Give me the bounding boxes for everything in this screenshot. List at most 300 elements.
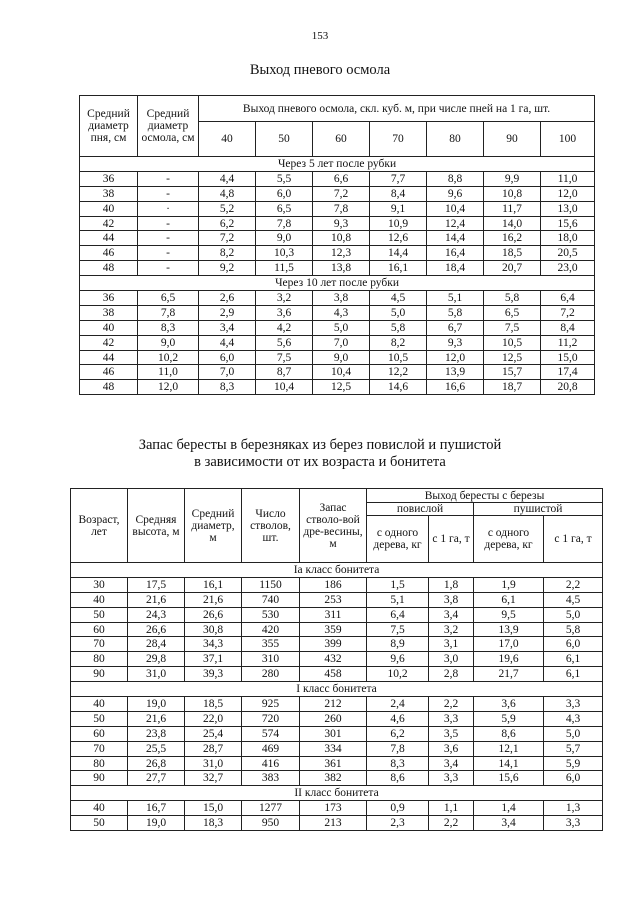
section-row	[71, 682, 603, 697]
header-stump-count: 80	[427, 122, 484, 157]
table-row	[80, 305, 595, 320]
table-cell: 311	[300, 607, 367, 622]
table-cell: 17,4	[541, 365, 595, 380]
table-cell: 16,6	[427, 380, 484, 395]
table-row	[71, 816, 603, 831]
header-pendula: повислой	[367, 503, 474, 516]
table-cell: 2,6	[199, 291, 256, 306]
table-cell: 9,0	[313, 350, 370, 365]
table-cell: 4,5	[370, 291, 427, 306]
table-cell: 70	[71, 741, 128, 756]
table-cell: 6,2	[367, 726, 429, 741]
table-cell: 6,0	[256, 186, 313, 201]
table-cell: 14,4	[370, 246, 427, 261]
table-cell: 5,8	[484, 291, 541, 306]
table-cell: 10,3	[256, 246, 313, 261]
resin-output-table	[79, 95, 595, 395]
section-row	[71, 563, 603, 578]
table-cell: 4,5	[544, 592, 603, 607]
table-cell: 3,4	[429, 607, 474, 622]
header-resin-diameter: Средний диаметр осмола, см	[138, 96, 199, 157]
table-cell: 10,8	[484, 186, 541, 201]
table-cell: 9,0	[138, 335, 199, 350]
table-cell: 60	[71, 622, 128, 637]
table-cell: 14,0	[484, 216, 541, 231]
table-cell: 21,6	[128, 711, 185, 726]
table-cell: 7,0	[199, 365, 256, 380]
table-cell: 6,5	[138, 291, 199, 306]
table-cell: 16,4	[427, 246, 484, 261]
table-cell: 42	[80, 335, 138, 350]
table-row	[80, 291, 595, 306]
table-cell: 27,7	[128, 771, 185, 786]
table-cell: 38	[80, 305, 138, 320]
table-cell: 70	[71, 637, 128, 652]
table-cell: 3,6	[429, 741, 474, 756]
table-cell: 15,0	[185, 801, 242, 816]
table-cell: 7,8	[138, 305, 199, 320]
table-cell: 7,5	[367, 622, 429, 637]
table-row	[80, 201, 595, 216]
table-cell: 50	[71, 711, 128, 726]
table-cell: 21,6	[185, 592, 242, 607]
table-cell: 12,2	[370, 365, 427, 380]
table-cell: 359	[300, 622, 367, 637]
table-cell: 12,6	[370, 231, 427, 246]
table-cell: 2,9	[199, 305, 256, 320]
table-cell: 7,8	[256, 216, 313, 231]
table-cell: 11,0	[138, 365, 199, 380]
table-cell: 9,5	[474, 607, 544, 622]
table-cell: 8,6	[474, 726, 544, 741]
table-cell: 10,2	[367, 667, 429, 682]
table-cell: 10,9	[370, 216, 427, 231]
table-cell: 3,4	[199, 320, 256, 335]
table-cell: -	[138, 246, 199, 261]
table-row	[71, 697, 603, 712]
table-cell: 3,3	[429, 711, 474, 726]
table-cell: 3,6	[474, 697, 544, 712]
table-row	[71, 771, 603, 786]
table-cell: 6,0	[544, 637, 603, 652]
table-cell: 10,4	[313, 365, 370, 380]
table-cell: 260	[300, 711, 367, 726]
table-cell: 11,5	[256, 261, 313, 276]
table-cell: 212	[300, 697, 367, 712]
table-row	[71, 577, 603, 592]
table-cell: 14,1	[474, 756, 544, 771]
table-row	[71, 592, 603, 607]
table-cell: 4,8	[199, 186, 256, 201]
table-cell: 925	[242, 697, 300, 712]
table-cell: 3,6	[256, 305, 313, 320]
table-row	[71, 801, 603, 816]
table-cell: 14,6	[370, 380, 427, 395]
table-cell: 80	[71, 652, 128, 667]
table-cell: 1,9	[474, 577, 544, 592]
table-cell: 21,7	[474, 667, 544, 682]
table-row	[71, 637, 603, 652]
table-cell: 25,5	[128, 741, 185, 756]
table-cell: 8,6	[367, 771, 429, 786]
table-row	[71, 607, 603, 622]
table-cell: 15,6	[541, 216, 595, 231]
table-cell: 3,2	[429, 622, 474, 637]
table-cell: 9,9	[484, 171, 541, 186]
table-cell: 42	[80, 216, 138, 231]
table-row	[71, 667, 603, 682]
table-cell: 8,2	[199, 246, 256, 261]
table-cell: 16,1	[370, 261, 427, 276]
table-cell: 6,5	[484, 305, 541, 320]
table2-title-line2: в зависимости от их возраста и бонитета	[194, 454, 446, 470]
table-cell: 5,5	[256, 171, 313, 186]
table-cell: 20,5	[541, 246, 595, 261]
table-cell: 40	[71, 592, 128, 607]
table-cell: 8,3	[367, 756, 429, 771]
table-cell: 1150	[242, 577, 300, 592]
table-cell: 4,3	[544, 711, 603, 726]
table-cell: 10,5	[370, 350, 427, 365]
table-row	[80, 171, 595, 186]
table-cell: 8,8	[427, 171, 484, 186]
table-cell: 280	[242, 667, 300, 682]
section-label: I класс бонитета	[71, 682, 603, 697]
table-row	[71, 741, 603, 756]
header-height: Средняя высота, м	[128, 489, 185, 563]
table-cell: 8,4	[541, 320, 595, 335]
table-cell: 310	[242, 652, 300, 667]
table-cell: 31,0	[185, 756, 242, 771]
table-cell: 6,0	[544, 771, 603, 786]
table-cell: 5,0	[370, 305, 427, 320]
table-cell: 173	[300, 801, 367, 816]
table-cell: 9,2	[199, 261, 256, 276]
table-cell: 18,4	[427, 261, 484, 276]
header-pubescens: пушистой	[474, 503, 603, 516]
table-cell: 32,7	[185, 771, 242, 786]
table-cell: 3,3	[544, 697, 603, 712]
table-cell: 17,0	[474, 637, 544, 652]
header-stock: Запас стволо-вой дре-весины, м	[300, 489, 367, 563]
table-row	[80, 335, 595, 350]
table-cell: 3,3	[429, 771, 474, 786]
table-cell: 19,6	[474, 652, 544, 667]
table-cell: 0,9	[367, 801, 429, 816]
table-cell: 40	[71, 801, 128, 816]
table-cell: 361	[300, 756, 367, 771]
table-cell: 13,9	[474, 622, 544, 637]
table-cell: 10,5	[484, 335, 541, 350]
table-cell: 5,8	[427, 305, 484, 320]
table-cell: 2,4	[367, 697, 429, 712]
table-cell: 30,8	[185, 622, 242, 637]
header-bark-output: Выход бересты с березы	[367, 489, 603, 503]
table-cell: 19,0	[128, 697, 185, 712]
table-cell: 416	[242, 756, 300, 771]
table-cell: 6,4	[367, 607, 429, 622]
section-label: II класс бонитета	[71, 786, 603, 801]
table-cell: 7,0	[313, 335, 370, 350]
table-cell: 5,9	[544, 756, 603, 771]
table-cell: 12,0	[541, 186, 595, 201]
table-cell: 574	[242, 726, 300, 741]
table-cell: 18,7	[484, 380, 541, 395]
table-cell: 6,4	[541, 291, 595, 306]
table-cell: 6,6	[313, 171, 370, 186]
table-cell: 2,2	[429, 816, 474, 831]
section-label: Через 5 лет после рубки	[80, 157, 595, 172]
section-row	[80, 276, 595, 291]
table-cell: 90	[71, 771, 128, 786]
table-cell: 10,4	[427, 201, 484, 216]
table-cell: 22,0	[185, 711, 242, 726]
table-cell: 7,2	[313, 186, 370, 201]
table-cell: 7,8	[367, 741, 429, 756]
table-cell: -	[138, 261, 199, 276]
table-cell: 2,2	[429, 697, 474, 712]
header-stump-count: 90	[484, 122, 541, 157]
table-cell: 4,2	[256, 320, 313, 335]
table-cell: 5,7	[544, 741, 603, 756]
table-cell: 18,3	[185, 816, 242, 831]
table-cell: 21,6	[128, 592, 185, 607]
page-number: 153	[311, 30, 329, 42]
table-cell: 7,2	[541, 305, 595, 320]
table-cell: 37,1	[185, 652, 242, 667]
section-label: Через 10 лет после рубки	[80, 276, 595, 291]
table-cell: 48	[80, 261, 138, 276]
table-cell: 1,1	[429, 801, 474, 816]
table-row	[80, 231, 595, 246]
table-cell: 432	[300, 652, 367, 667]
table-cell: 5,6	[256, 335, 313, 350]
table-cell: 38	[80, 186, 138, 201]
header-resin-output: Выход пневого осмола, скл. куб. м, при числе пней на 1 га, шт.	[199, 96, 595, 122]
table-cell: 28,7	[185, 741, 242, 756]
table-cell: 5,2	[199, 201, 256, 216]
table-cell: 12,5	[484, 350, 541, 365]
table-cell: 18,5	[185, 697, 242, 712]
table-cell: 5,8	[544, 622, 603, 637]
header-stump-count: 70	[370, 122, 427, 157]
table-cell: 3,8	[429, 592, 474, 607]
table-row	[80, 365, 595, 380]
table-cell: 29,8	[128, 652, 185, 667]
table-cell: 40	[80, 320, 138, 335]
table-cell: 34,3	[185, 637, 242, 652]
table-cell: 23,0	[541, 261, 595, 276]
table-row	[80, 320, 595, 335]
table-cell: -	[138, 186, 199, 201]
section-row	[71, 786, 603, 801]
table-cell: 30	[71, 577, 128, 592]
table-cell: 1277	[242, 801, 300, 816]
table-cell: 5,0	[313, 320, 370, 335]
table-cell: 5,1	[427, 291, 484, 306]
table-cell: 46	[80, 246, 138, 261]
table-cell: 10,8	[313, 231, 370, 246]
table-row	[80, 380, 595, 395]
table-cell: -	[138, 171, 199, 186]
table-cell: 15,6	[474, 771, 544, 786]
table-cell: ·	[138, 201, 199, 216]
table-cell: 44	[80, 350, 138, 365]
table-row	[80, 216, 595, 231]
table-row	[71, 726, 603, 741]
table-cell: 20,7	[484, 261, 541, 276]
table-row	[71, 711, 603, 726]
header-per-ha: с 1 га, т	[544, 516, 603, 563]
table-cell: 6,2	[199, 216, 256, 231]
table-cell: 3,4	[474, 816, 544, 831]
table-cell: 9,3	[313, 216, 370, 231]
table1-title: Выход пневого осмола	[249, 62, 391, 78]
table-cell: 382	[300, 771, 367, 786]
header-age: Возраст, лет	[71, 489, 128, 563]
section-row	[80, 157, 595, 172]
table-cell: 253	[300, 592, 367, 607]
table-cell: 2,8	[429, 667, 474, 682]
table-cell: 12,0	[427, 350, 484, 365]
table-cell: -	[138, 216, 199, 231]
table-row	[71, 622, 603, 637]
table-row	[71, 756, 603, 771]
table-cell: 5,9	[474, 711, 544, 726]
table-cell: 9,6	[367, 652, 429, 667]
table-row	[71, 652, 603, 667]
header-per-ha: с 1 га, т	[429, 516, 474, 563]
table-cell: 8,7	[256, 365, 313, 380]
table-cell: 10,4	[256, 380, 313, 395]
table-cell: 18,0	[541, 231, 595, 246]
table-cell: 3,5	[429, 726, 474, 741]
table-cell: 334	[300, 741, 367, 756]
table-cell: 12,0	[138, 380, 199, 395]
table-cell: 420	[242, 622, 300, 637]
table-row	[80, 246, 595, 261]
table-cell: 383	[242, 771, 300, 786]
header-stump-diameter: Средний диаметр пня, см	[80, 96, 138, 157]
table-cell: 6,1	[474, 592, 544, 607]
table2-title-line1: Запас бересты в березняках из берез повислой и пушистой	[138, 437, 502, 453]
table-cell: 6,1	[544, 667, 603, 682]
table-cell: 36	[80, 291, 138, 306]
table-cell: 7,7	[370, 171, 427, 186]
table-cell: 2,3	[367, 816, 429, 831]
table-cell: 26,8	[128, 756, 185, 771]
table-cell: 24,3	[128, 607, 185, 622]
header-stump-count: 50	[256, 122, 313, 157]
table-row	[80, 350, 595, 365]
table-cell: 39,3	[185, 667, 242, 682]
table-cell: 11,7	[484, 201, 541, 216]
table-cell: 5,0	[544, 607, 603, 622]
table-cell: 6,7	[427, 320, 484, 335]
table-cell: 7,5	[256, 350, 313, 365]
header-per-tree: с одного дерева, кг	[474, 516, 544, 563]
table-cell: 50	[71, 607, 128, 622]
table-cell: 6,1	[544, 652, 603, 667]
table-cell: 44	[80, 231, 138, 246]
table-cell: 2,2	[544, 577, 603, 592]
table-cell: -	[138, 231, 199, 246]
table-cell: 3,8	[313, 291, 370, 306]
table-cell: 8,9	[367, 637, 429, 652]
table-cell: 11,2	[541, 335, 595, 350]
table-cell: 80	[71, 756, 128, 771]
table-cell: 7,2	[199, 231, 256, 246]
table-cell: 355	[242, 637, 300, 652]
section-label: Iа класс бонитета	[71, 563, 603, 578]
table-cell: 26,6	[185, 607, 242, 622]
table-cell: 458	[300, 667, 367, 682]
table-cell: 50	[71, 816, 128, 831]
table-cell: 3,2	[256, 291, 313, 306]
table-cell: 3,3	[544, 816, 603, 831]
table-row	[80, 261, 595, 276]
table-cell: 399	[300, 637, 367, 652]
table-cell: 12,1	[474, 741, 544, 756]
table-cell: 301	[300, 726, 367, 741]
table-cell: 5,0	[544, 726, 603, 741]
table-cell: 3,4	[429, 756, 474, 771]
table-row	[80, 186, 595, 201]
table-cell: 13,0	[541, 201, 595, 216]
table-cell: 40	[80, 201, 138, 216]
table-cell: 213	[300, 816, 367, 831]
table-cell: 950	[242, 816, 300, 831]
header-stems: Число стволов, шт.	[242, 489, 300, 563]
table-cell: 28,4	[128, 637, 185, 652]
table-cell: 7,5	[484, 320, 541, 335]
table-cell: 12,4	[427, 216, 484, 231]
table-cell: 8,2	[370, 335, 427, 350]
table-cell: 5,8	[370, 320, 427, 335]
table-cell: 46	[80, 365, 138, 380]
header-per-tree: с одного дерева, кг	[367, 516, 429, 563]
table-cell: 1,8	[429, 577, 474, 592]
header-stump-count: 100	[541, 122, 595, 157]
header-stump-count: 40	[199, 122, 256, 157]
table-cell: 8,3	[199, 380, 256, 395]
table-cell: 3,1	[429, 637, 474, 652]
table-cell: 16,1	[185, 577, 242, 592]
table-cell: 1,4	[474, 801, 544, 816]
table-cell: 4,4	[199, 335, 256, 350]
table-cell: 186	[300, 577, 367, 592]
table-cell: 1,3	[544, 801, 603, 816]
table-cell: 19,0	[128, 816, 185, 831]
table2-title	[0, 437, 640, 471]
table-cell: 469	[242, 741, 300, 756]
table-cell: 40	[71, 697, 128, 712]
table-cell: 31,0	[128, 667, 185, 682]
table-cell: 12,3	[313, 246, 370, 261]
table-cell: 9,0	[256, 231, 313, 246]
table-cell: 4,4	[199, 171, 256, 186]
table-cell: 11,0	[541, 171, 595, 186]
table-cell: 4,6	[367, 711, 429, 726]
table-cell: 12,5	[313, 380, 370, 395]
table-cell: 16,2	[484, 231, 541, 246]
table-cell: 20,8	[541, 380, 595, 395]
table-cell: 9,6	[427, 186, 484, 201]
table-cell: 18,5	[484, 246, 541, 261]
table-cell: 6,5	[256, 201, 313, 216]
table-cell: 15,7	[484, 365, 541, 380]
table-cell: 25,4	[185, 726, 242, 741]
